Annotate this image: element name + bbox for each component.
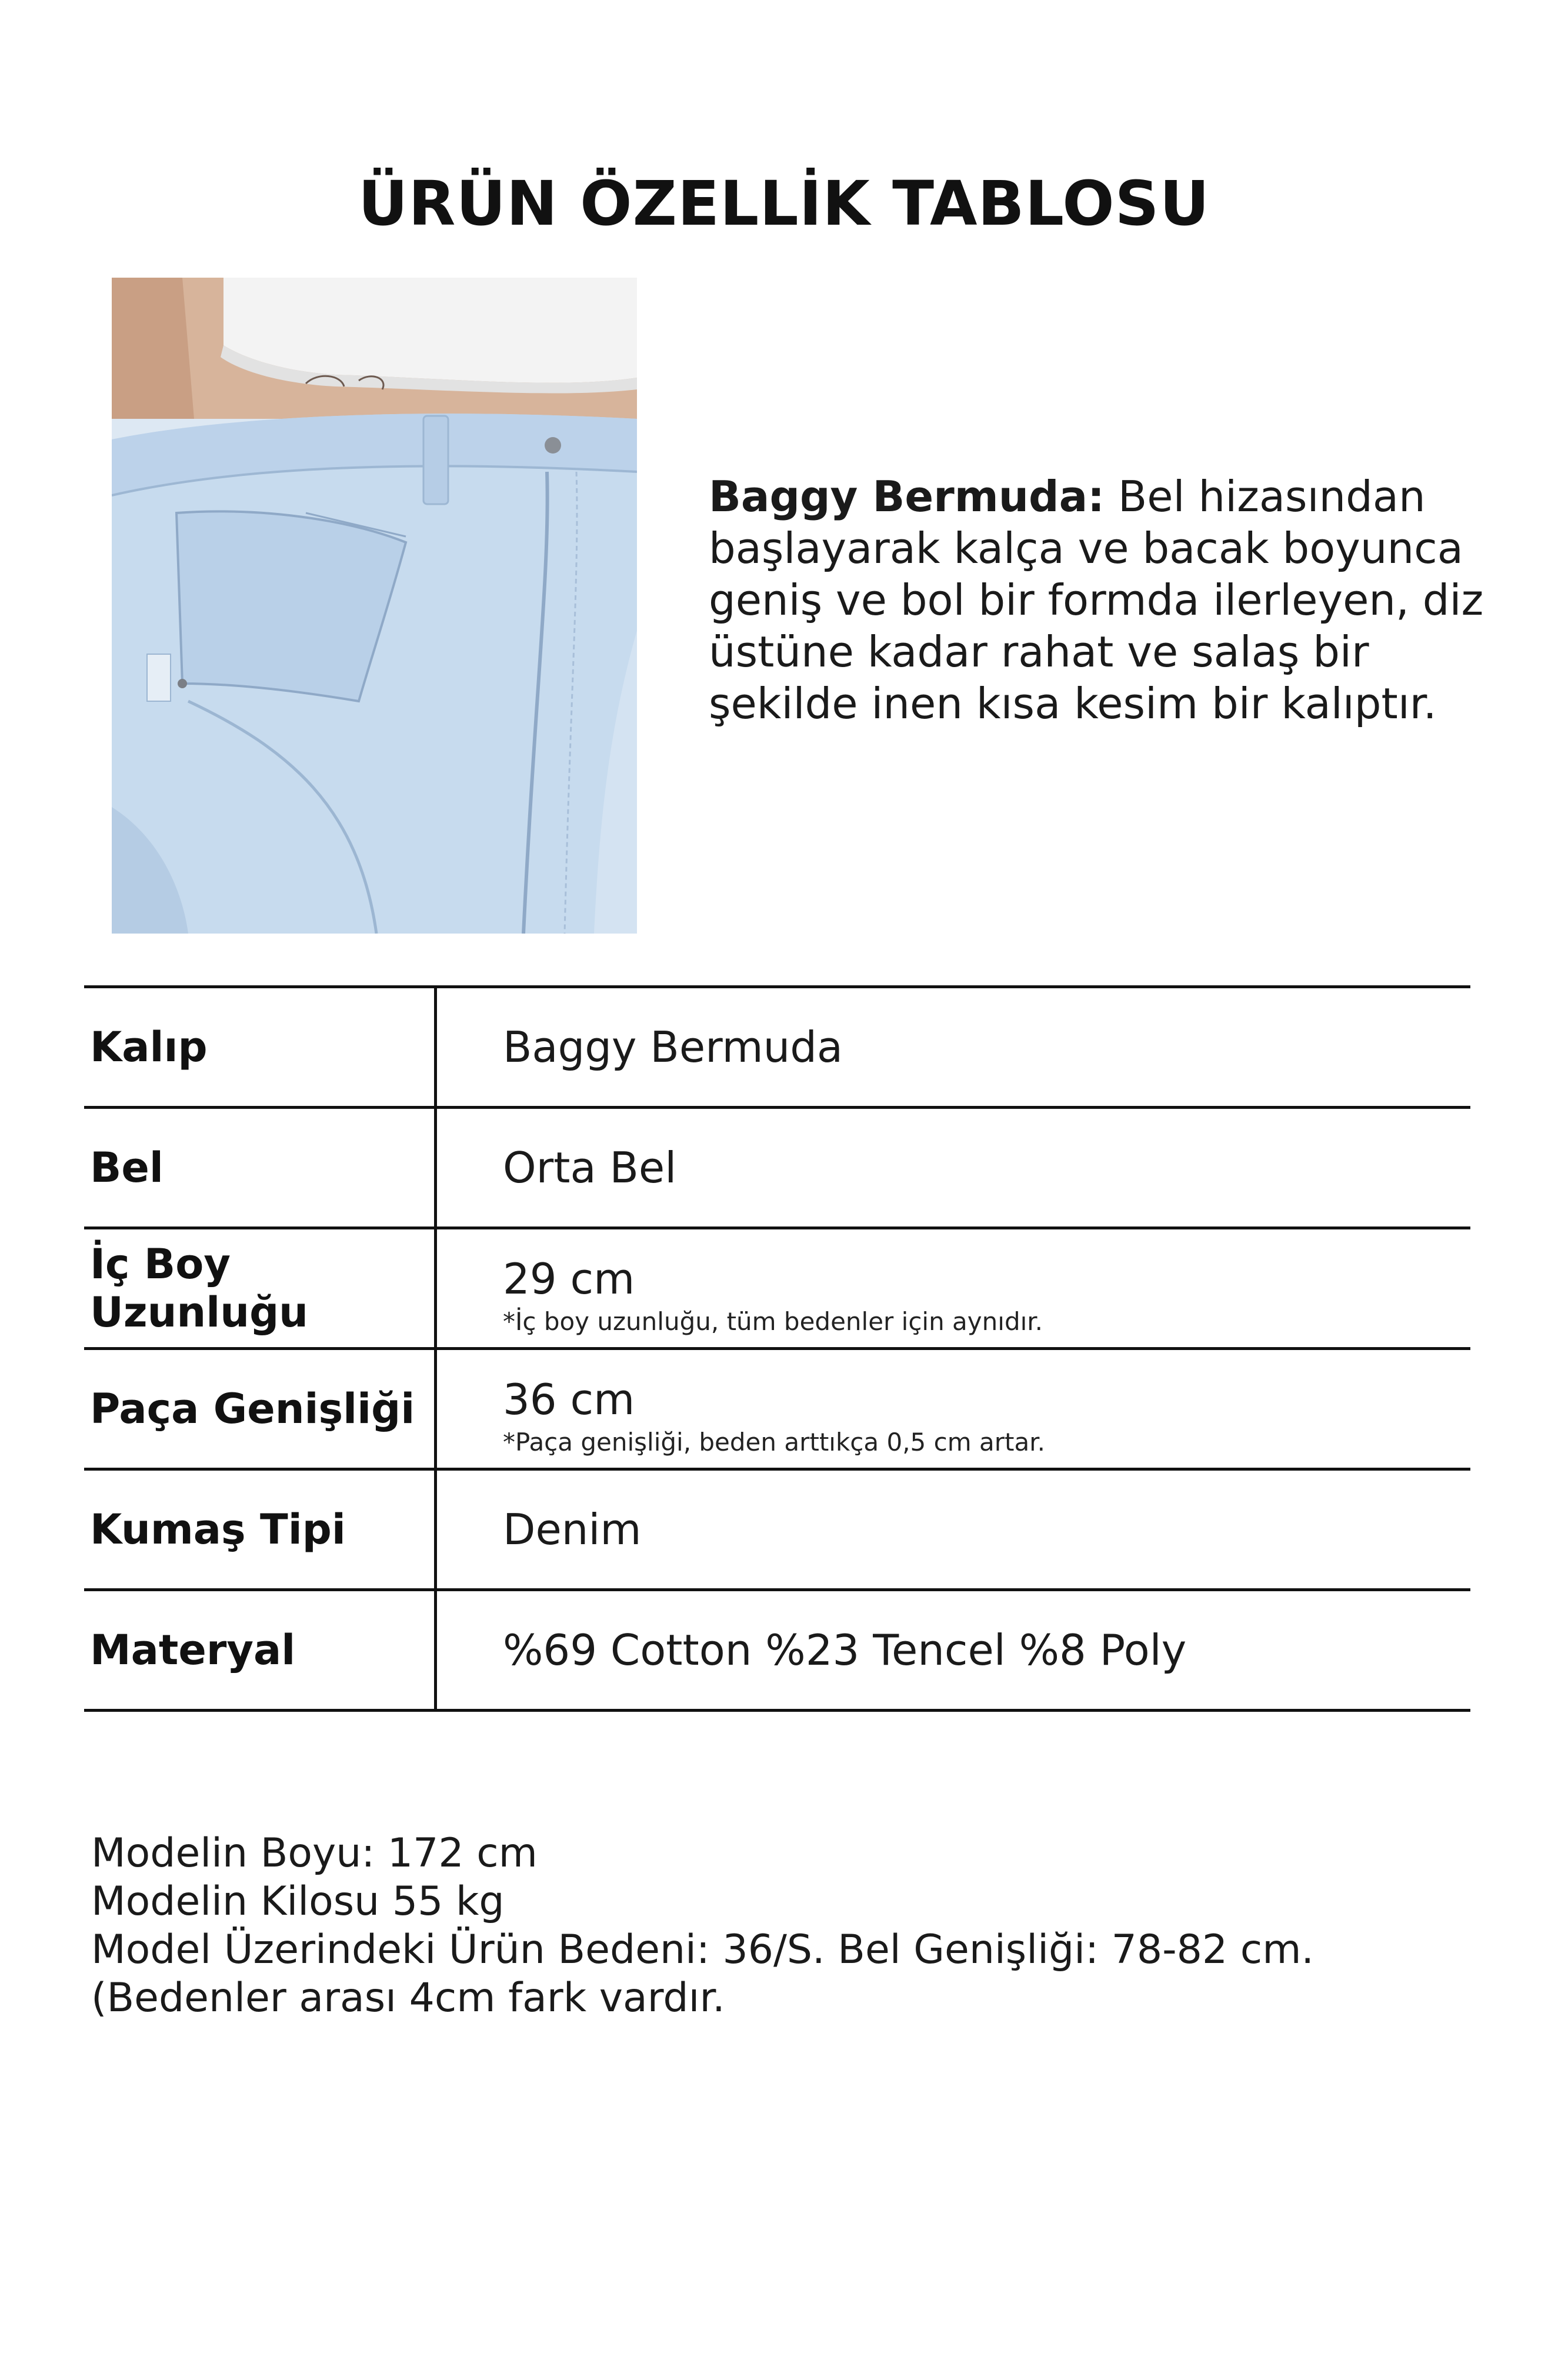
row-value-cell	[503, 1109, 1444, 1227]
row-value-cell	[503, 988, 1444, 1106]
column-divider	[434, 988, 437, 1106]
description-text: Bel hizasından başlayarak kalça ve bacak boyunca geniş ve bol bir formda ilerleyen, diz üstüne kadar rahat ve salaş bir şekilde inen kısa kesim bir kalıptır.	[709, 472, 1484, 728]
product-description	[709, 471, 1520, 729]
model-height: Modelin Boyu: 172 cm	[91, 1830, 538, 1877]
row-label: İç Boy Uzunluğu	[90, 1240, 309, 1337]
row-label: Materyal	[90, 1626, 296, 1674]
row-value: Denim	[503, 1505, 642, 1554]
row-value: Orta Bel	[503, 1143, 677, 1192]
column-divider	[434, 1109, 437, 1227]
row-value-cell	[503, 1229, 1444, 1347]
table-row	[84, 1468, 1470, 1588]
row-note: *İç boy uzunluğu, tüm bedenler için aynıdır.	[503, 1307, 1043, 1336]
row-label: Kumaş Tipi	[90, 1505, 346, 1554]
table-row	[84, 1106, 1470, 1227]
model-info	[91, 1829, 1491, 2022]
row-value: %69 Cotton %23 Tencel %8 Poly	[503, 1625, 1187, 1675]
row-label: Kalıp	[90, 1023, 208, 1071]
column-divider	[434, 1350, 437, 1468]
row-value: Baggy Bermuda	[503, 1022, 843, 1072]
model-weight: Modelin Kilosu 55 kg	[91, 1878, 505, 1925]
row-value: 29 cm	[503, 1254, 635, 1304]
page-title: ÜRÜN ÖZELLİK TABLOSU	[358, 168, 1210, 239]
spec-table	[84, 985, 1470, 1712]
product-photo	[112, 278, 637, 934]
table-row	[84, 1347, 1470, 1468]
table-row	[84, 1227, 1470, 1347]
row-value-cell	[503, 1350, 1444, 1468]
column-divider	[434, 1591, 437, 1709]
row-value-cell	[503, 1591, 1444, 1709]
row-label: Bel	[90, 1144, 164, 1192]
table-row	[84, 1588, 1470, 1712]
column-divider	[434, 1229, 437, 1347]
row-note: *Paça genişliği, beden arttıkça 0,5 cm artar.	[503, 1428, 1045, 1457]
table-row	[84, 985, 1470, 1106]
row-label: Paça Genişliği	[90, 1385, 415, 1433]
model-size: Model Üzerindeki Ürün Bedeni: 36/S. Bel Genişliği: 78-82 cm. (Bedenler arası 4cm fark vardır.	[91, 1927, 1315, 2021]
row-value: 36 cm	[503, 1375, 635, 1424]
row-value-cell	[503, 1471, 1444, 1588]
column-divider	[434, 1471, 437, 1588]
description-label: Baggy Bermuda:	[709, 472, 1105, 521]
denim-bermuda-image	[112, 278, 637, 934]
